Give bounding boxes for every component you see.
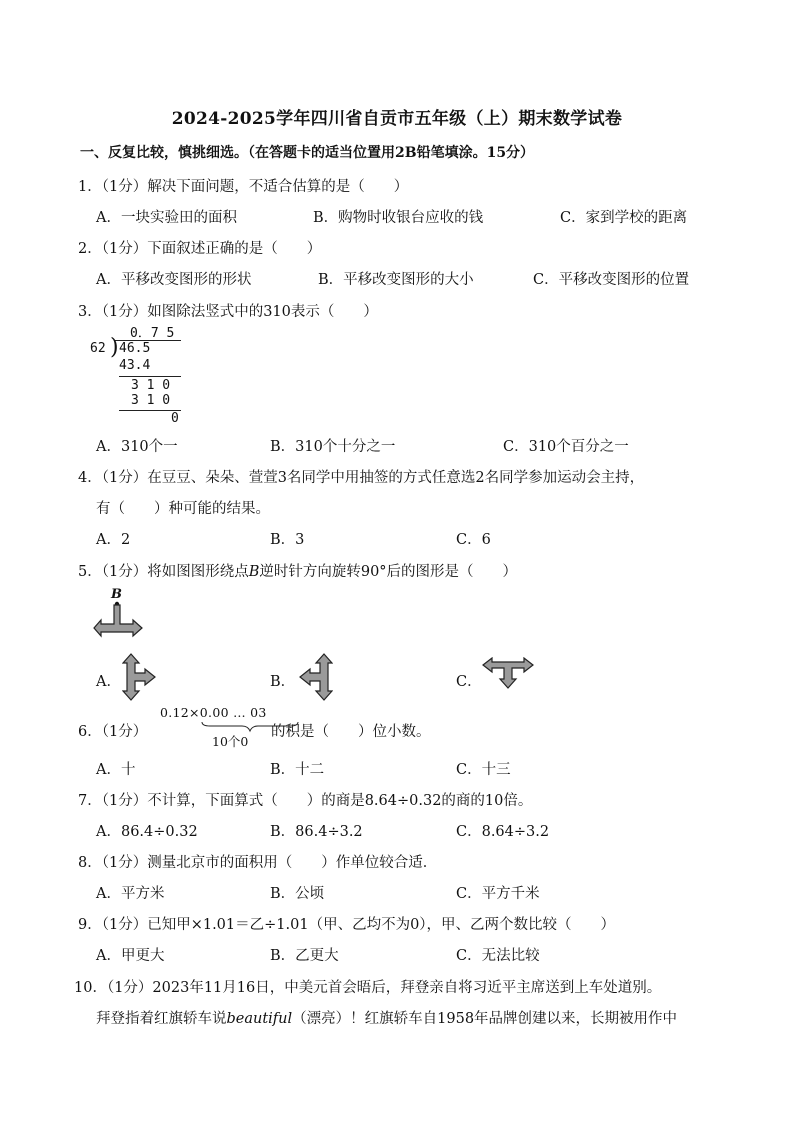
division-dividend: 46.5 (119, 341, 151, 356)
question-1-option-b[interactable]: B．购物时收银台应收的钱 (313, 210, 484, 226)
question-9-option-b[interactable]: B．乙更大 (270, 948, 339, 964)
question-5-option-c[interactable]: C． (456, 674, 482, 690)
section-heading: 一、反复比较，慎挑细选。（在答题卡的适当位置用2B铅笔填涂。15分） (80, 145, 535, 161)
question-2-stem: 2．（1分）下面叙述正确的是（ ） (78, 241, 322, 257)
question-1-option-c[interactable]: C．家到学校的距离 (560, 210, 688, 226)
original-arrow-figure (93, 587, 147, 639)
division-quotient: 0．7 5 (130, 326, 175, 341)
division-divisor: 62 (90, 341, 106, 356)
question-5-stem-post: 逆时针方向旋转90°后的图形是（ ） (259, 564, 518, 580)
question-6-option-c[interactable]: C．十三 (456, 762, 511, 778)
question-5-option-b[interactable]: B． (270, 674, 296, 690)
product-expression (160, 705, 272, 747)
question-9-option-a[interactable]: A．甲更大 (96, 948, 165, 964)
question-4-stem-line2: 有（ ）种可能的结果。 (96, 501, 270, 517)
question-9-option-c[interactable]: C．无法比较 (456, 948, 540, 964)
question-5-point-label: B (248, 564, 260, 580)
question-6-option-a[interactable]: A．十 (96, 762, 136, 778)
question-8-option-a[interactable]: A．平方米 (96, 886, 165, 902)
question-7-option-b[interactable]: B．86.4÷3.2 (270, 824, 363, 840)
question-7-stem: 7．（1分）不计算，下面算式（ ）的商是8.64÷0.32的商的10倍。 (78, 793, 533, 809)
point-b-label: B (111, 587, 122, 602)
option-b-arrow-figure (297, 653, 333, 701)
question-10-line2-pre: 拜登指着红旗轿车说 (96, 1011, 227, 1027)
question-9-stem: 9．（1分）已知甲×1.01＝乙÷1.01（甲、乙均不为0），甲、乙两个数比较（ ） (78, 917, 616, 933)
question-10-english-word: beautiful (226, 1011, 293, 1027)
division-bracket-curve: ) (110, 335, 119, 360)
question-6-option-b[interactable]: B．十二 (270, 762, 325, 778)
option-c-arrow-figure (482, 657, 534, 695)
original-arrow-shape (93, 587, 147, 639)
division-subtract-2: 3 1 0 (131, 393, 171, 408)
underbrace-label: 10个0 (212, 734, 249, 749)
question-7-option-c[interactable]: C．8.64÷3.2 (456, 824, 550, 840)
question-10-stem: 10．（1分）2023年11月16日，中美元首会晤后，拜登亲自将习近平主席送到上车处道别。 (74, 980, 662, 996)
question-5-option-a[interactable]: A． (96, 674, 121, 690)
option-a-arrow-figure (122, 653, 158, 701)
question-6-stem: 的积是（ ）位小数。 (271, 724, 431, 740)
question-10-stem-line2 (96, 1007, 677, 1028)
question-5-stem-pre: 5．（1分）将如图图形绕点 (78, 564, 249, 580)
question-4-option-a[interactable]: A．2 (96, 532, 131, 548)
question-3-option-b[interactable]: B．310个十分之一 (270, 439, 396, 455)
question-8-option-b[interactable]: B．公顷 (270, 886, 325, 902)
question-5-stem (78, 560, 517, 581)
question-8-option-c[interactable]: C．平方千米 (456, 886, 540, 902)
question-3-stem: 3．（1分）如图除法竖式中的310表示（ ） (78, 304, 378, 320)
question-10-line2-post: （漂亮）！红旗轿车自1958年品牌创建以来，长期被用作中 (292, 1011, 678, 1027)
division-subtract-1: 43.4 (119, 358, 151, 373)
division-remainder-1: 3 1 0 (131, 378, 171, 393)
division-remainder-2: 0 (171, 411, 179, 426)
question-7-option-a[interactable]: A．86.4÷0.32 (96, 824, 198, 840)
product-expression-text: 0.12×0.00 … 03 (160, 705, 267, 720)
question-2-option-b[interactable]: B．平移改变图形的大小 (318, 272, 474, 288)
question-2-option-c[interactable]: C．平移改变图形的位置 (533, 272, 690, 288)
question-3-option-c[interactable]: C．310个百分之一 (503, 439, 629, 455)
question-1-option-a[interactable]: A．一块实验田的面积 (96, 210, 237, 226)
question-3-option-a[interactable]: A．310个一 (96, 439, 178, 455)
long-division-figure (90, 322, 190, 426)
question-8-stem: 8．（1分）测量北京市的面积用（ ）作单位较合适． (78, 855, 438, 871)
question-2-option-a[interactable]: A．平移改变图形的形状 (96, 272, 252, 288)
division-line-1 (119, 376, 181, 377)
question-4-option-b[interactable]: B．3 (270, 532, 305, 548)
page-title: 2024-2025学年四川省自贡市五年级（上）期末数学试卷 (171, 109, 623, 129)
question-6-label: 6．（1分） (78, 724, 148, 740)
question-4-stem: 4．（1分）在豆豆、朵朵、萱萱3名同学中用抽签的方式任意选2名同学参加运动会主持， (78, 470, 645, 486)
question-1-stem: 1．（1分）解决下面问题，不适合估算的是（ ） (78, 179, 409, 195)
question-4-option-c[interactable]: C．6 (456, 532, 491, 548)
